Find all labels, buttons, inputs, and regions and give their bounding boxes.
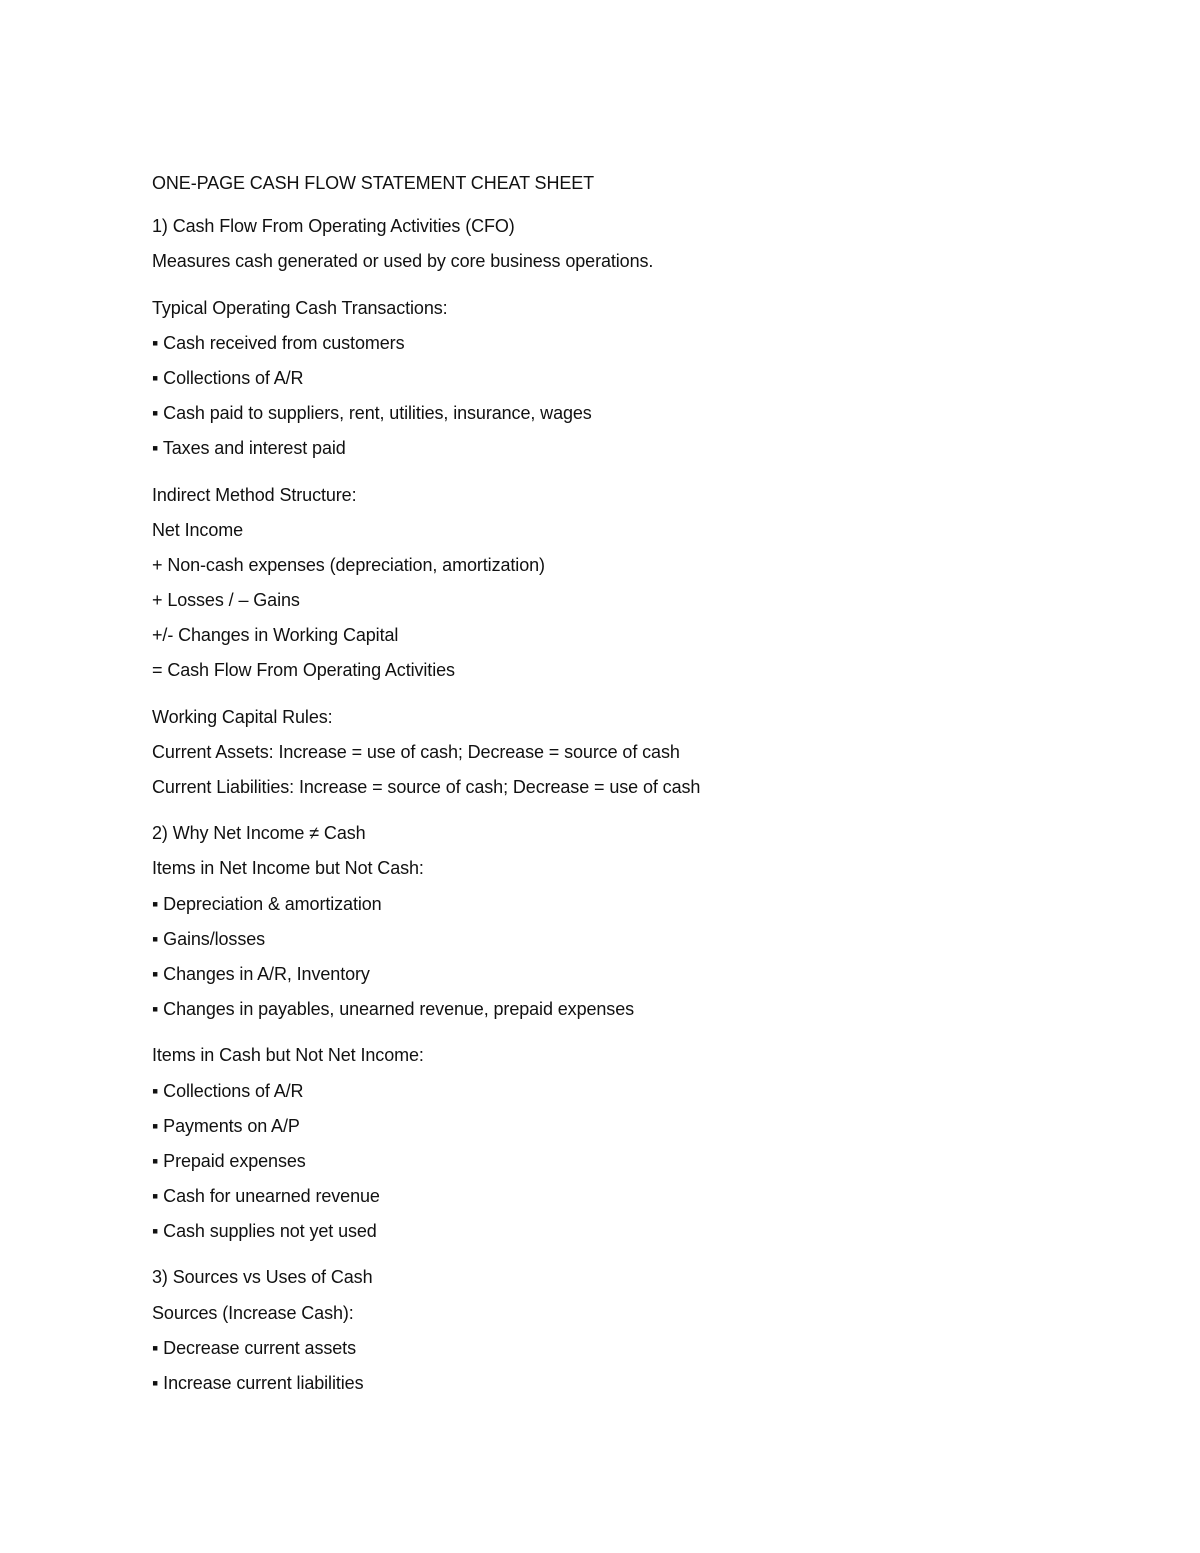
section-1-heading: 1) Cash Flow From Operating Activities (CFO) <box>152 216 515 237</box>
section-2-heading: 2) Why Net Income ≠ Cash <box>152 823 366 844</box>
list-item: ▪ Cash received from customers <box>152 332 405 353</box>
list-item: ▪ Cash for unearned revenue <box>152 1186 380 1207</box>
list-item: ▪ Increase current liabilities <box>152 1373 364 1393</box>
indirect-method-heading: Indirect Method Structure: <box>152 484 357 505</box>
list-item: ▪ Changes in payables, unearned revenue, prepaid expenses <box>152 999 635 1020</box>
working-capital-rule: Current Liabilities: Increase = source of cash; Decrease = use of cash <box>152 777 701 797</box>
list-item: ▪ Cash paid to suppliers, rent, utilities, insurance, wages <box>152 403 592 424</box>
indirect-line: = Cash Flow From Operating Activities <box>152 660 455 681</box>
list-item: ▪ Decrease current assets <box>152 1337 356 1358</box>
section-1-description: Measures cash generated or used by core business operations. <box>152 251 654 272</box>
document-content <box>152 166 1052 1401</box>
list-item: ▪ Depreciation & amortization <box>152 893 382 914</box>
document-title: ONE-PAGE CASH FLOW STATEMENT CHEAT SHEET <box>152 173 595 193</box>
list-item: ▪ Gains/losses <box>152 928 266 949</box>
working-capital-heading: Working Capital Rules: <box>152 706 333 727</box>
indirect-line: +/- Changes in Working Capital <box>152 625 399 646</box>
list-item: ▪ Taxes and interest paid <box>152 438 346 459</box>
list-item: ▪ Prepaid expenses <box>152 1150 306 1171</box>
indirect-line: + Non-cash expenses (depreciation, amortization) <box>152 554 545 575</box>
indirect-line: Net Income <box>152 519 244 540</box>
section-3-heading: 3) Sources vs Uses of Cash <box>152 1267 373 1288</box>
net-income-not-cash-heading: Items in Net Income but Not Cash: <box>152 858 424 879</box>
typical-transactions-heading: Typical Operating Cash Transactions: <box>152 297 448 318</box>
list-item: ▪ Payments on A/P <box>152 1115 300 1136</box>
working-capital-rule: Current Assets: Increase = use of cash; Decrease = source of cash <box>152 741 680 762</box>
list-item: ▪ Cash supplies not yet used <box>152 1221 377 1242</box>
list-item: ▪ Changes in A/R, Inventory <box>152 963 370 984</box>
indirect-line: + Losses / – Gains <box>152 590 300 611</box>
list-item: ▪ Collections of A/R <box>152 367 304 388</box>
list-item: ▪ Collections of A/R <box>152 1080 304 1101</box>
sources-heading: Sources (Increase Cash): <box>152 1302 354 1323</box>
cash-not-net-income-heading: Items in Cash but Not Net Income: <box>152 1045 424 1066</box>
